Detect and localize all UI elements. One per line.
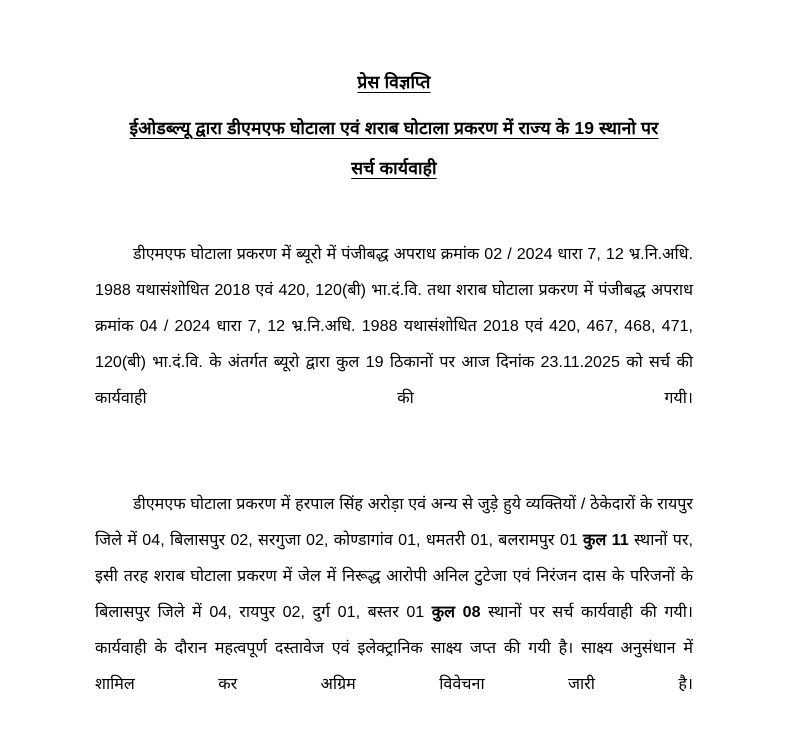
page-subtitle <box>95 148 693 188</box>
heading-block <box>95 0 693 188</box>
page-subtitle-text: सर्च कार्यवाही <box>351 158 437 178</box>
paragraph-text-segment: डीएमएफ घोटाला प्रकरण में हरपाल सिंह अरोड़ा एवं अन्य से जुड़े हुये व्यक्तियों / ठेकेदारों के रायपुर जिले में 04, बिलासपुर 02, सरगुजा 02, कोण्डागांव 01, धमतरी 01, बलरामपुर 01 <box>95 495 693 549</box>
paragraph-text-segment: डीएमएफ घोटाला प्रकरण में ब्यूरो में पंजीबद्ध अपराध क्रमांक 02 / 2024 धारा 7, 12 भ्र.नि.अधि. 1988 यथासंशोधित 2018 एवं 420, 120(बी) भा.दं.वि. तथा शराब घोटाला प्रकरण में पंजीबद्ध अपराध क्रमांक 04 / 2024 धारा 7, 12 भ्र.नि.अधि. 1988 यथासंशोधित 2018 एवं 420, 467, 468, 471, 120(बी) भा.दं.वि. के अंतर्गत ब्यूरो द्वारा कुल 19 ठिकानों पर आज दिनांक 23.11.2025 को सर्च की कार्यवाही की गयी। <box>95 245 693 407</box>
document-body <box>95 0 693 738</box>
page-title <box>95 108 693 148</box>
paragraph-case-registration <box>95 236 693 452</box>
paragraph-search-details <box>95 486 693 738</box>
paragraph-text-segment: स्थानों पर सर्च कार्यवाही की गयी। कार्यवाही के दौरान महत्वपूर्ण दस्तावेज एवं इलेक्ट्रानिक साक्ष्य जप्त की गयी है। साक्ष्य अनुसंधान में शामिल कर अग्रिम विवेचना जारी है। <box>95 603 694 693</box>
press-release-label-text: प्रेस विज्ञप्ति <box>357 72 431 92</box>
emphasis-total-count: कुल 11 <box>583 531 629 549</box>
emphasis-total-count: कुल 08 <box>431 603 481 621</box>
press-release-label <box>95 62 693 102</box>
page-title-text: ईओडब्ल्यू द्वारा डीएमएफ घोटाला एवं शराब घोटाला प्रकरण में राज्य के 19 स्थानो पर <box>129 118 659 138</box>
paragraph-text-segment: स्थानों पर, इसी तरह शराब घोटाला प्रकरण में जेल में निरूद्ध आरोपी अनिल टुटेजा एवं निरंजन दास के परिजनों के बिलासपुर जिले में 04, रायपुर 02, दुर्ग 01, बस्तर 01 <box>95 531 693 621</box>
